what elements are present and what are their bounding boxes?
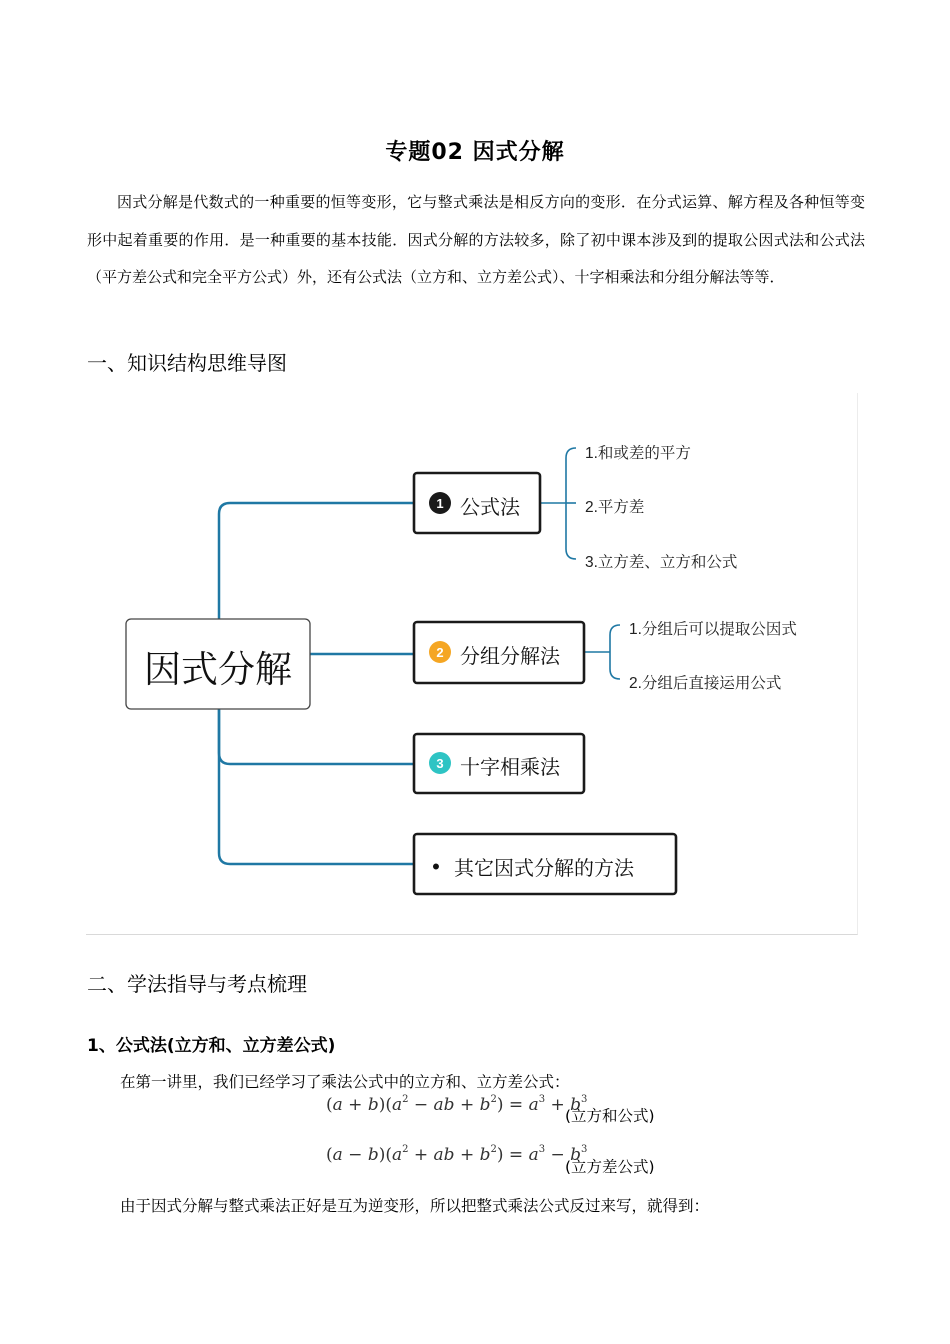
sub1-heading: 1、公式法(立方和、立方差公式): [87, 1036, 336, 1056]
branch1-child-3: 3.立方差、立方和公式: [585, 554, 738, 571]
formula2-note: (立方差公式): [565, 1158, 655, 1176]
link-root-branch4: [219, 710, 414, 864]
link-root-branch3: [219, 710, 414, 764]
formula-cube-difference: $(a - b)(a^2$ + ab + $b^2) = a^3 - b^3$: [326, 1144, 588, 1165]
branch4-bullet: •: [432, 854, 440, 879]
branch1-label: 公式法: [460, 497, 520, 519]
section2-heading: 二、学法指导与考点梳理: [87, 972, 307, 996]
root-label: 因式分解: [144, 649, 292, 690]
sub1-lead: 在第一讲里，我们已经学习了乘法公式中的立方和、立方差公式：: [120, 1073, 570, 1091]
branch3-label: 十字相乘法: [460, 757, 560, 779]
page-title: 专题02 因式分解: [385, 140, 565, 165]
branch2-child-1: 1.分组后可以提取公因式: [629, 621, 797, 638]
branch2-label: 分组分解法: [460, 646, 560, 668]
formula1-note: (立方和公式): [565, 1107, 655, 1125]
branch3-number: 3: [436, 756, 444, 771]
branch2-child-2: 2.分组后直接运用公式: [629, 675, 782, 692]
link-branch2-bracket: [610, 625, 620, 679]
branch1-number: 1: [436, 496, 444, 511]
branch2-number: 2: [436, 645, 444, 660]
formula-cube-sum: $(a + b)(a^2$ − ab + $b^2) = a^3 + b^3$: [326, 1094, 588, 1115]
branch1-child-1: 1.和或差的平方: [585, 445, 691, 462]
branch1-child-2: 2.平方差: [585, 499, 645, 516]
branch4-label: 其它因式分解的方法: [454, 858, 634, 880]
sub1-tail: 由于因式分解与整式乘法正好是互为逆变形，所以把整式乘法公式反过来写，就得到：: [120, 1197, 710, 1215]
intro-text: 因式分解是代数式的一种重要的恒等变形，它与整式乘法是相反方向的变形．在分式运算、解方程及各种恒等变形中起着重要的作用．是一种重要的基本技能．因式分解的方法较多，除了初中课本涉及到的提取公因式法和公式法（平方差公式和完全平方公式）外，还有公式法（立方和、立方差公式）、十字相乘法和分组分解法等等．: [87, 193, 865, 286]
section1-heading: 一、知识结构思维导图: [87, 351, 287, 375]
link-root-branch1: [219, 503, 414, 618]
